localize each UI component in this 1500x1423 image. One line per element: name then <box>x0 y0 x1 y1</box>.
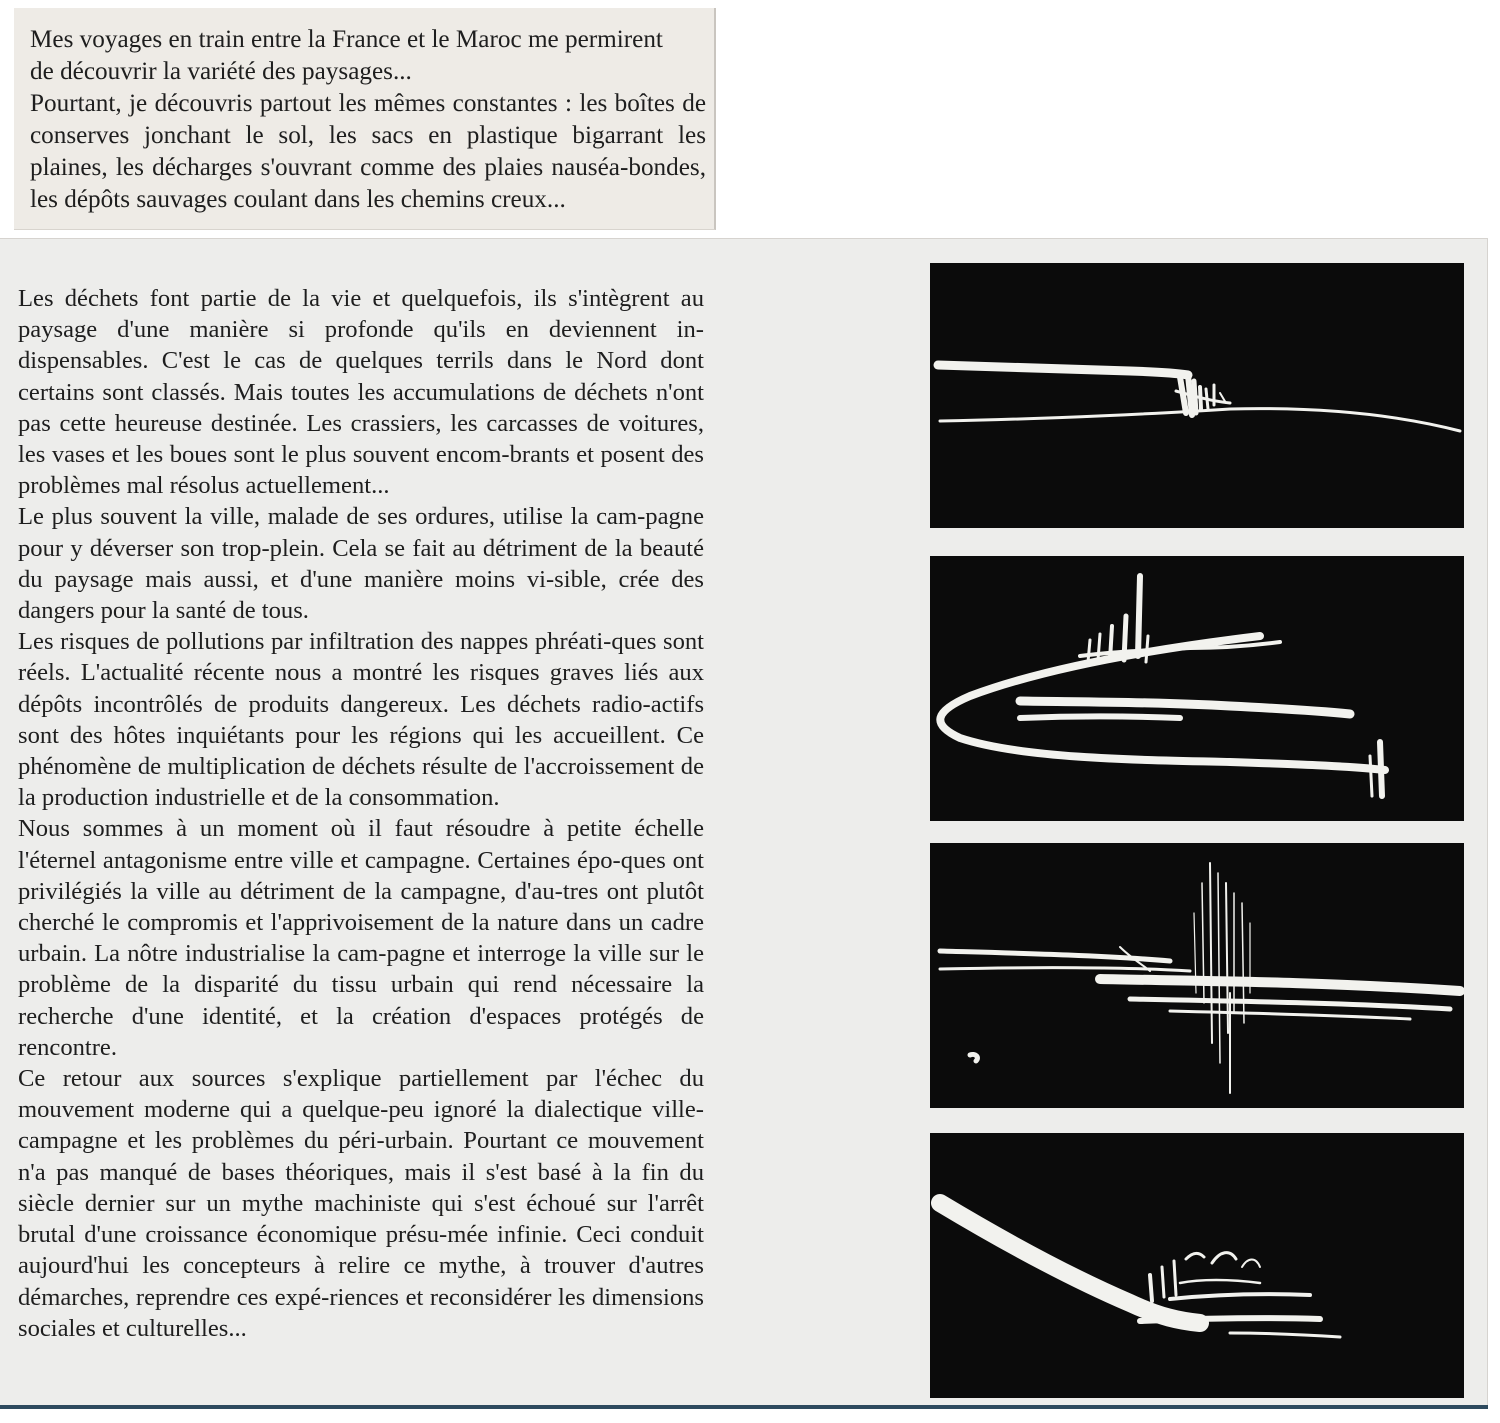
sketch-panel-2 <box>930 556 1464 821</box>
main-article-text <box>18 283 704 1344</box>
article-line: ques sont réels. L'actualité récente nous a montré les risques <box>18 628 704 687</box>
sketch-hatching <box>930 843 1464 1108</box>
sketch-horizon-heap <box>930 263 1464 528</box>
article-paragraph <box>18 626 704 813</box>
article-line: ville-campagne et les problèmes du péri-urbain. Pourtant ce <box>18 1096 704 1155</box>
article-line: la création d'espaces protégés de rencontre. <box>18 1002 705 1061</box>
article-line: pagne et interroge la ville sur le problème de la disparité du <box>18 940 705 999</box>
article-line: échoué sur l'arrêt brutal d'une croissance économique présu- <box>18 1189 704 1249</box>
article-line: pagne pour y déverser son trop-plein. Cela se fait au détriment <box>18 503 704 562</box>
article-line: Les risques de pollutions par infiltration des nappes phréati- <box>18 628 612 656</box>
article-paragraph <box>18 1063 704 1344</box>
article-paragraph <box>18 283 704 501</box>
article-line: basé à la fin du siècle dernier sur un mythe machiniste qui s'est <box>18 1158 705 1217</box>
article-line: voitures, les vases et les boues sont le plus souvent encom- <box>18 409 705 469</box>
sketch-panel-1 <box>930 263 1464 528</box>
article-line: sible, crée des dangers pour la santé de tous. <box>18 565 704 625</box>
article-paragraph <box>18 501 704 626</box>
article-line: brants et posent des problèmes mal résolus actuellement... <box>18 441 704 500</box>
article-line: mouvement n'a pas manqué de bases théoriques, mais il s'est <box>18 1127 704 1186</box>
article-line: dispensables. C'est le cas de quelques terrils dans le Nord dont <box>18 347 704 375</box>
article-line: mée infinie. Ceci conduit aujourd'hui les concepteurs à relire <box>18 1221 704 1280</box>
top-excerpt-line: bondes, les dépôts sauvages coulant dans les chemins creux... <box>30 154 706 213</box>
article-line: Nous sommes à un moment où il faut résoudre à petite échelle <box>18 815 704 843</box>
sketch-slope-heap <box>930 1133 1464 1398</box>
sketch-panel-3 <box>930 843 1464 1108</box>
article-line: Le plus souvent la ville, malade de ses ordures, utilise la cam- <box>18 503 646 531</box>
article-line: l'éternel antagonisme entre ville et campagne. Certaines épo- <box>18 846 621 874</box>
article-line: certains sont classés. Mais toutes les accumulations de déchets <box>18 378 648 406</box>
top-excerpt-paragraph <box>30 24 706 216</box>
article-paragraph <box>18 813 704 1063</box>
article-line: au paysage d'une manière si profonde qu'ils en deviennent in- <box>18 285 705 344</box>
top-excerpt-line: de conserves jonchant le sol, les sacs en plastique bigarrant les <box>30 90 706 149</box>
article-line: Les déchets font partie de la vie et quelquefois, ils s'intègrent <box>18 285 670 312</box>
top-excerpt-clipping <box>14 8 716 230</box>
article-line: tres ont plutôt cherché le compromis et l'apprivoisement de la <box>18 877 704 937</box>
article-line: de la beauté du paysage mais aussi, et d'une manière moins vi- <box>18 534 704 593</box>
top-excerpt-line: Pourtant, je découvris partout les mêmes constantes : les boîtes <box>30 90 675 117</box>
main-article-clipping <box>0 238 1488 1408</box>
top-excerpt-line: Mes voyages en train entre la France et le Maroc me permirent <box>30 26 663 53</box>
article-line: tissu urbain qui rend nécessaire la recherche d'une identité, et <box>18 971 704 1030</box>
article-line: consommation. <box>348 784 500 812</box>
sketch-panel-4 <box>930 1133 1464 1398</box>
article-line: graves liés aux dépôts incontrôlés de produits dangereux. Les <box>18 659 704 718</box>
bottom-rule <box>0 1405 1488 1409</box>
article-line: Ce retour aux sources s'explique partiellement par l'échec du <box>18 1065 704 1093</box>
top-excerpt-line: plaines, les décharges s'ouvrant comme des plaies nauséa- <box>30 154 629 181</box>
article-line: n'ont pas cette heureuse destinée. Les crassiers, les carcasses de <box>18 378 704 437</box>
article-line: déchets radio-actifs sont des hôtes inquiétants pour les régions <box>18 690 705 749</box>
article-line: ques ont privilégiés la ville au détriment de la campagne, d'au- <box>18 846 705 905</box>
article-line: riences et reconsidérer les dimensions sociales et culturelles... <box>18 1283 705 1342</box>
article-line: résulte de l'accroissement de la production industrielle et de la <box>18 753 705 812</box>
article-line: nature dans un cadre urbain. La nôtre industrialise la cam- <box>18 909 705 968</box>
top-excerpt-line: de découvrir la variété des paysages... <box>30 58 412 85</box>
article-line: qui les accueillent. Ce phénomène de multiplication de déchets <box>18 721 704 781</box>
article-line: ce mythe, à trouver d'autres démarches, reprendre ces expé- <box>18 1252 705 1311</box>
sketch-loop-chimney <box>930 556 1464 821</box>
article-line: mouvement moderne qui a quelque-peu ignoré la dialectique <box>18 1096 643 1124</box>
